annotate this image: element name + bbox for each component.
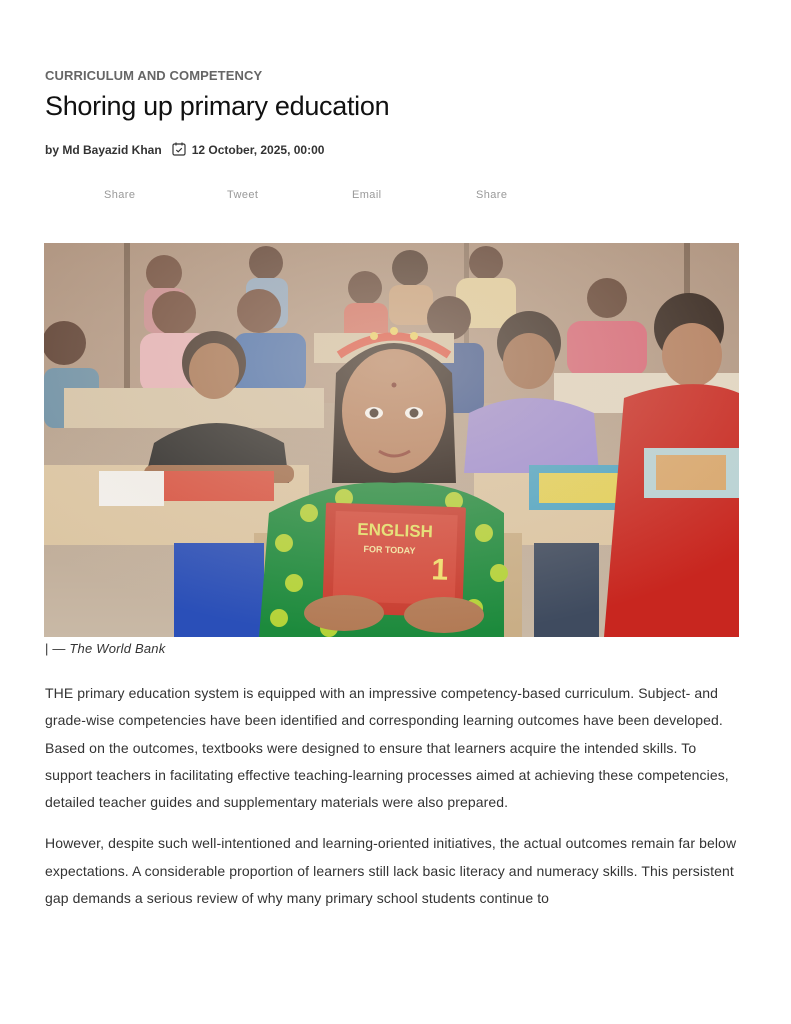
tweet-button[interactable]: Tweet <box>227 189 259 201</box>
caption-prefix: | — <box>45 641 70 656</box>
article-body <box>45 680 745 926</box>
share-button-secondary[interactable]: Share <box>476 189 508 201</box>
share-button[interactable]: Share <box>104 189 136 201</box>
article-kicker[interactable]: CURRICULUM AND COMPETENCY <box>45 68 263 83</box>
article-title: Shoring up primary education <box>45 91 390 121</box>
article-meta <box>45 143 324 157</box>
body-paragraph: THE primary education system is equipped with an impressive competency-based curriculum. Subject- and grade-wise competencies have been identified and corresponding learning outcomes have been developed. Based on the outcomes, textbooks were designed to ensure that learners acquire the intended skills. To support teachers in facilitating effective teaching-learning processes aimed at achieving these competencies, detailed teacher guides and supplementary materials were also prepared. <box>45 685 729 811</box>
email-button[interactable]: Email <box>352 189 382 201</box>
photo-credit: The World Bank <box>69 641 166 656</box>
body-paragraph: However, despite such well-intentioned and learning-oriented initiatives, the actual outcomes remain far below expectations. A considerable proportion of learners still lack basic literacy and numeracy skills. This persistent gap demands a serious review of why many primary school students continue to <box>45 835 737 907</box>
author-byline[interactable]: by Md Bayazid Khan <box>45 143 162 157</box>
calendar-icon <box>172 142 186 156</box>
share-bar <box>0 189 791 205</box>
photo-caption <box>45 641 165 656</box>
article-photo <box>44 243 739 637</box>
publish-date: 12 October, 2025, 00:00 <box>191 143 325 157</box>
